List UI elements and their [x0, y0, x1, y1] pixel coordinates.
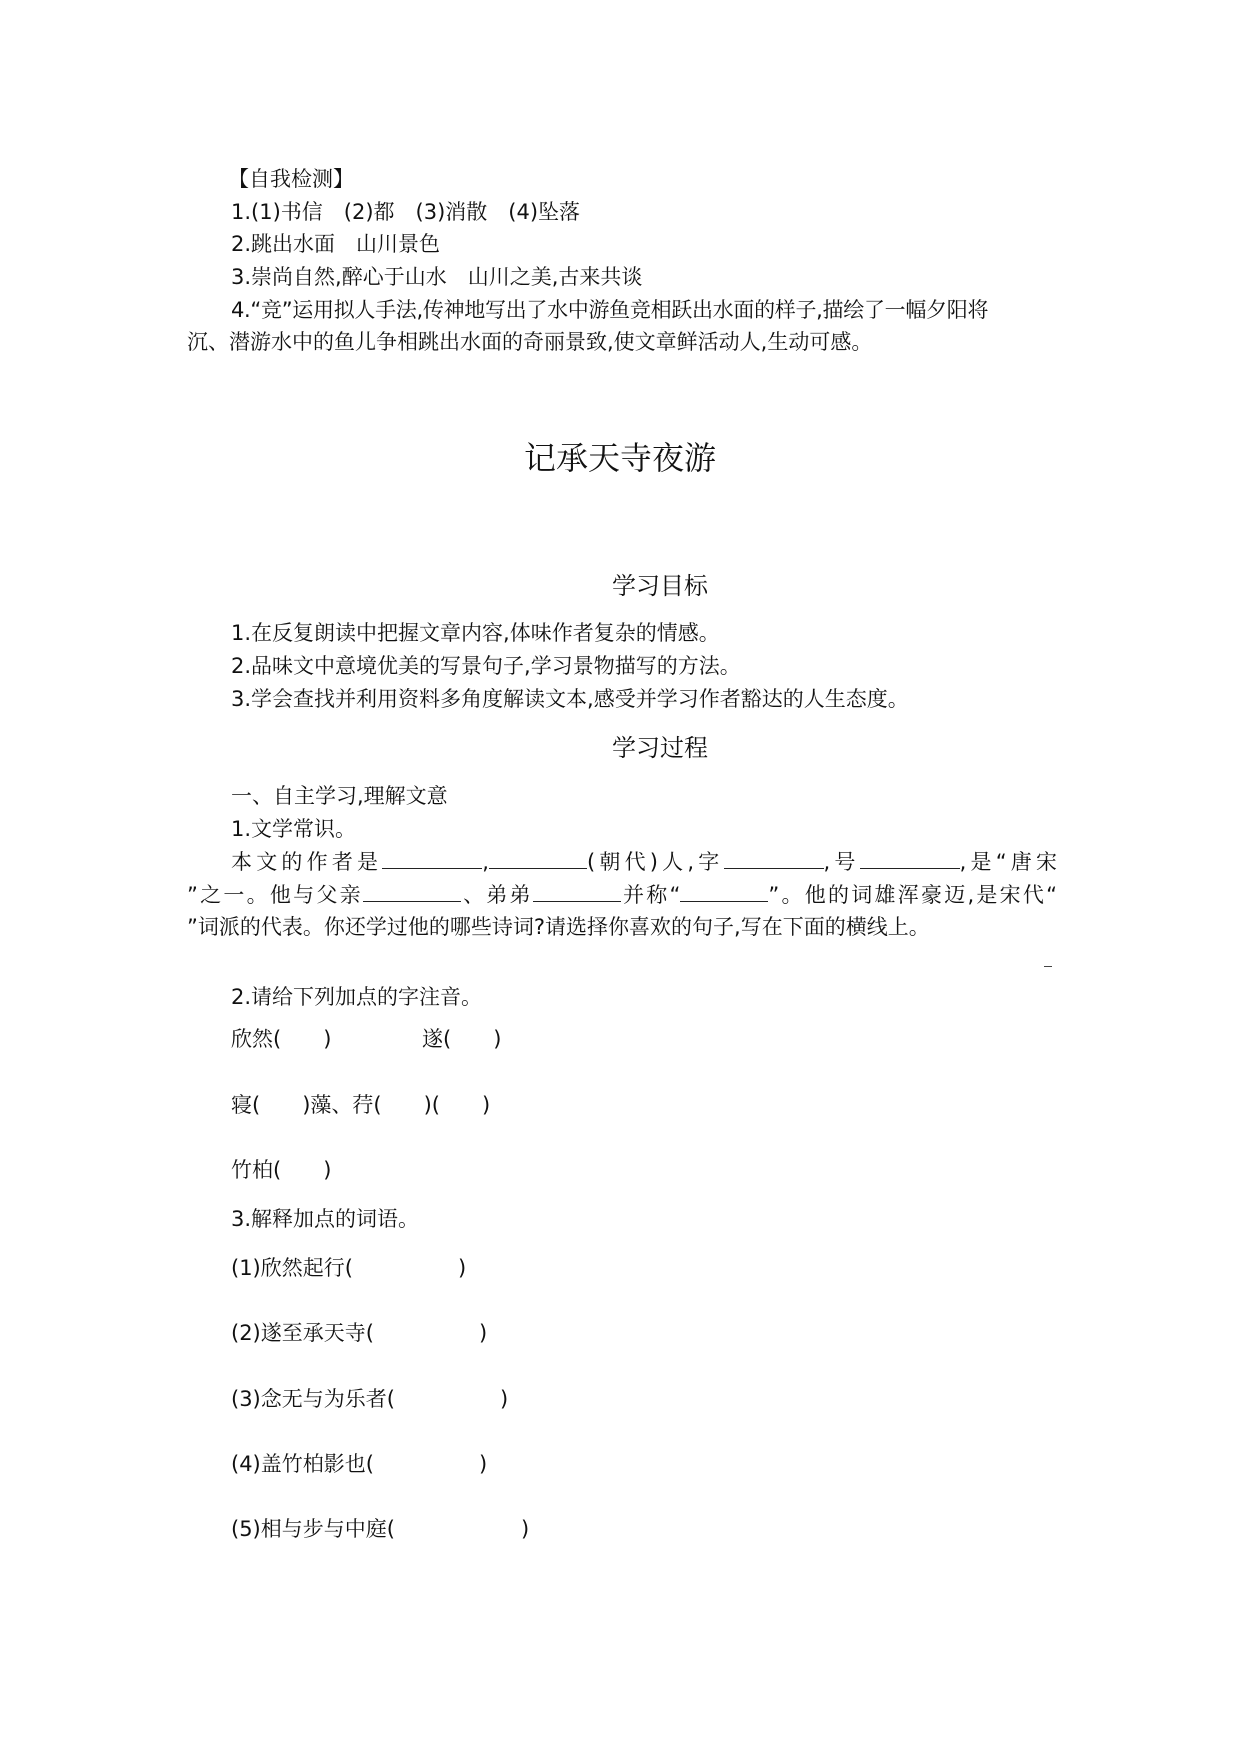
- answer-line-4a: 4.“竞”运用拟人手法,传神地写出了水中游鱼竞相跃出水面的样子,描绘了一幅夕阳将: [231, 298, 989, 322]
- author-blank[interactable]: [382, 848, 482, 869]
- pinyin-item: 竹柏( ): [231, 1158, 332, 1182]
- pinyin-item: 遂( ): [422, 1027, 502, 1051]
- process-heading: 学习过程: [612, 734, 708, 762]
- title-blank[interactable]: [680, 881, 768, 902]
- q1-text: ,是“唐宋: [959, 850, 1058, 874]
- goals-heading: 学习目标: [612, 572, 708, 600]
- question-2-label: 2.请给下列加点的字注音。: [231, 985, 483, 1009]
- answer-line-1: 1.(1)书信 (2)都 (3)消散 (4)坠落: [231, 200, 581, 224]
- answer-line-3: 3.崇尚自然,醉心于山水 山川之美,古来共谈: [231, 265, 643, 289]
- goal-item: 3.学会查找并利用资料多角度解读文本,感受并学习作者豁达的人生态度。: [231, 687, 909, 711]
- answer-line[interactable]: [1044, 966, 1052, 967]
- pen-name-blank[interactable]: [860, 848, 960, 869]
- q1-text: ”。他的词雄浑豪迈,是宋代“: [768, 883, 1057, 907]
- pinyin-item: 寝( )藻、荇( )( ): [231, 1093, 491, 1117]
- word-item: (5)相与步与中庭( ): [231, 1517, 530, 1541]
- word-item: (4)盖竹柏影也( ): [231, 1452, 488, 1476]
- pinyin-item: 欣然( ): [231, 1027, 332, 1051]
- question-3-label: 3.解释加点的词语。: [231, 1207, 420, 1231]
- author-alt-blank[interactable]: [489, 848, 587, 869]
- question-1-paragraph-line2: [187, 879, 1057, 912]
- question-1-paragraph: [187, 846, 1057, 879]
- q1-text: ,号: [823, 850, 860, 874]
- goal-item: 1.在反复朗读中把握文章内容,体味作者复杂的情感。: [231, 621, 720, 645]
- word-item: (2)遂至承天寺( ): [231, 1321, 488, 1345]
- goal-item: 2.品味文中意境优美的写景句子,学习景物描写的方法。: [231, 654, 741, 678]
- q1-text: 并称“: [620, 883, 681, 907]
- question-1-label: 1.文学常识。: [231, 817, 357, 841]
- q1-text: (朝代)人,字: [586, 850, 724, 874]
- q1-text: ,: [482, 850, 489, 874]
- q1-text: 本文的作者是: [231, 850, 383, 874]
- question-1-paragraph-line3: ”词派的代表。你还学过他的哪些诗词?请选择你喜欢的句子,写在下面的横线上。: [187, 915, 930, 939]
- word-item: (1)欣然起行( ): [231, 1256, 467, 1280]
- word-item: (3)念无与为乐者( ): [231, 1387, 509, 1411]
- answers-heading: 【自我检测】: [228, 167, 354, 191]
- section-heading: 一、自主学习,理解文意: [231, 784, 448, 808]
- father-blank[interactable]: [363, 881, 461, 902]
- answer-line-2: 2.跳出水面 山川景色: [231, 232, 441, 256]
- q1-text: ”之一。他与父亲: [187, 883, 363, 907]
- answer-line-4b: 沉、潜游水中的鱼儿争相跳出水面的奇丽景致,使文章鲜活动人,生动可感。: [187, 330, 873, 354]
- courtesy-name-blank[interactable]: [724, 848, 824, 869]
- q1-text: 、弟弟: [460, 883, 533, 907]
- brother-blank[interactable]: [533, 881, 621, 902]
- page-title: 记承天寺夜游: [523, 439, 716, 477]
